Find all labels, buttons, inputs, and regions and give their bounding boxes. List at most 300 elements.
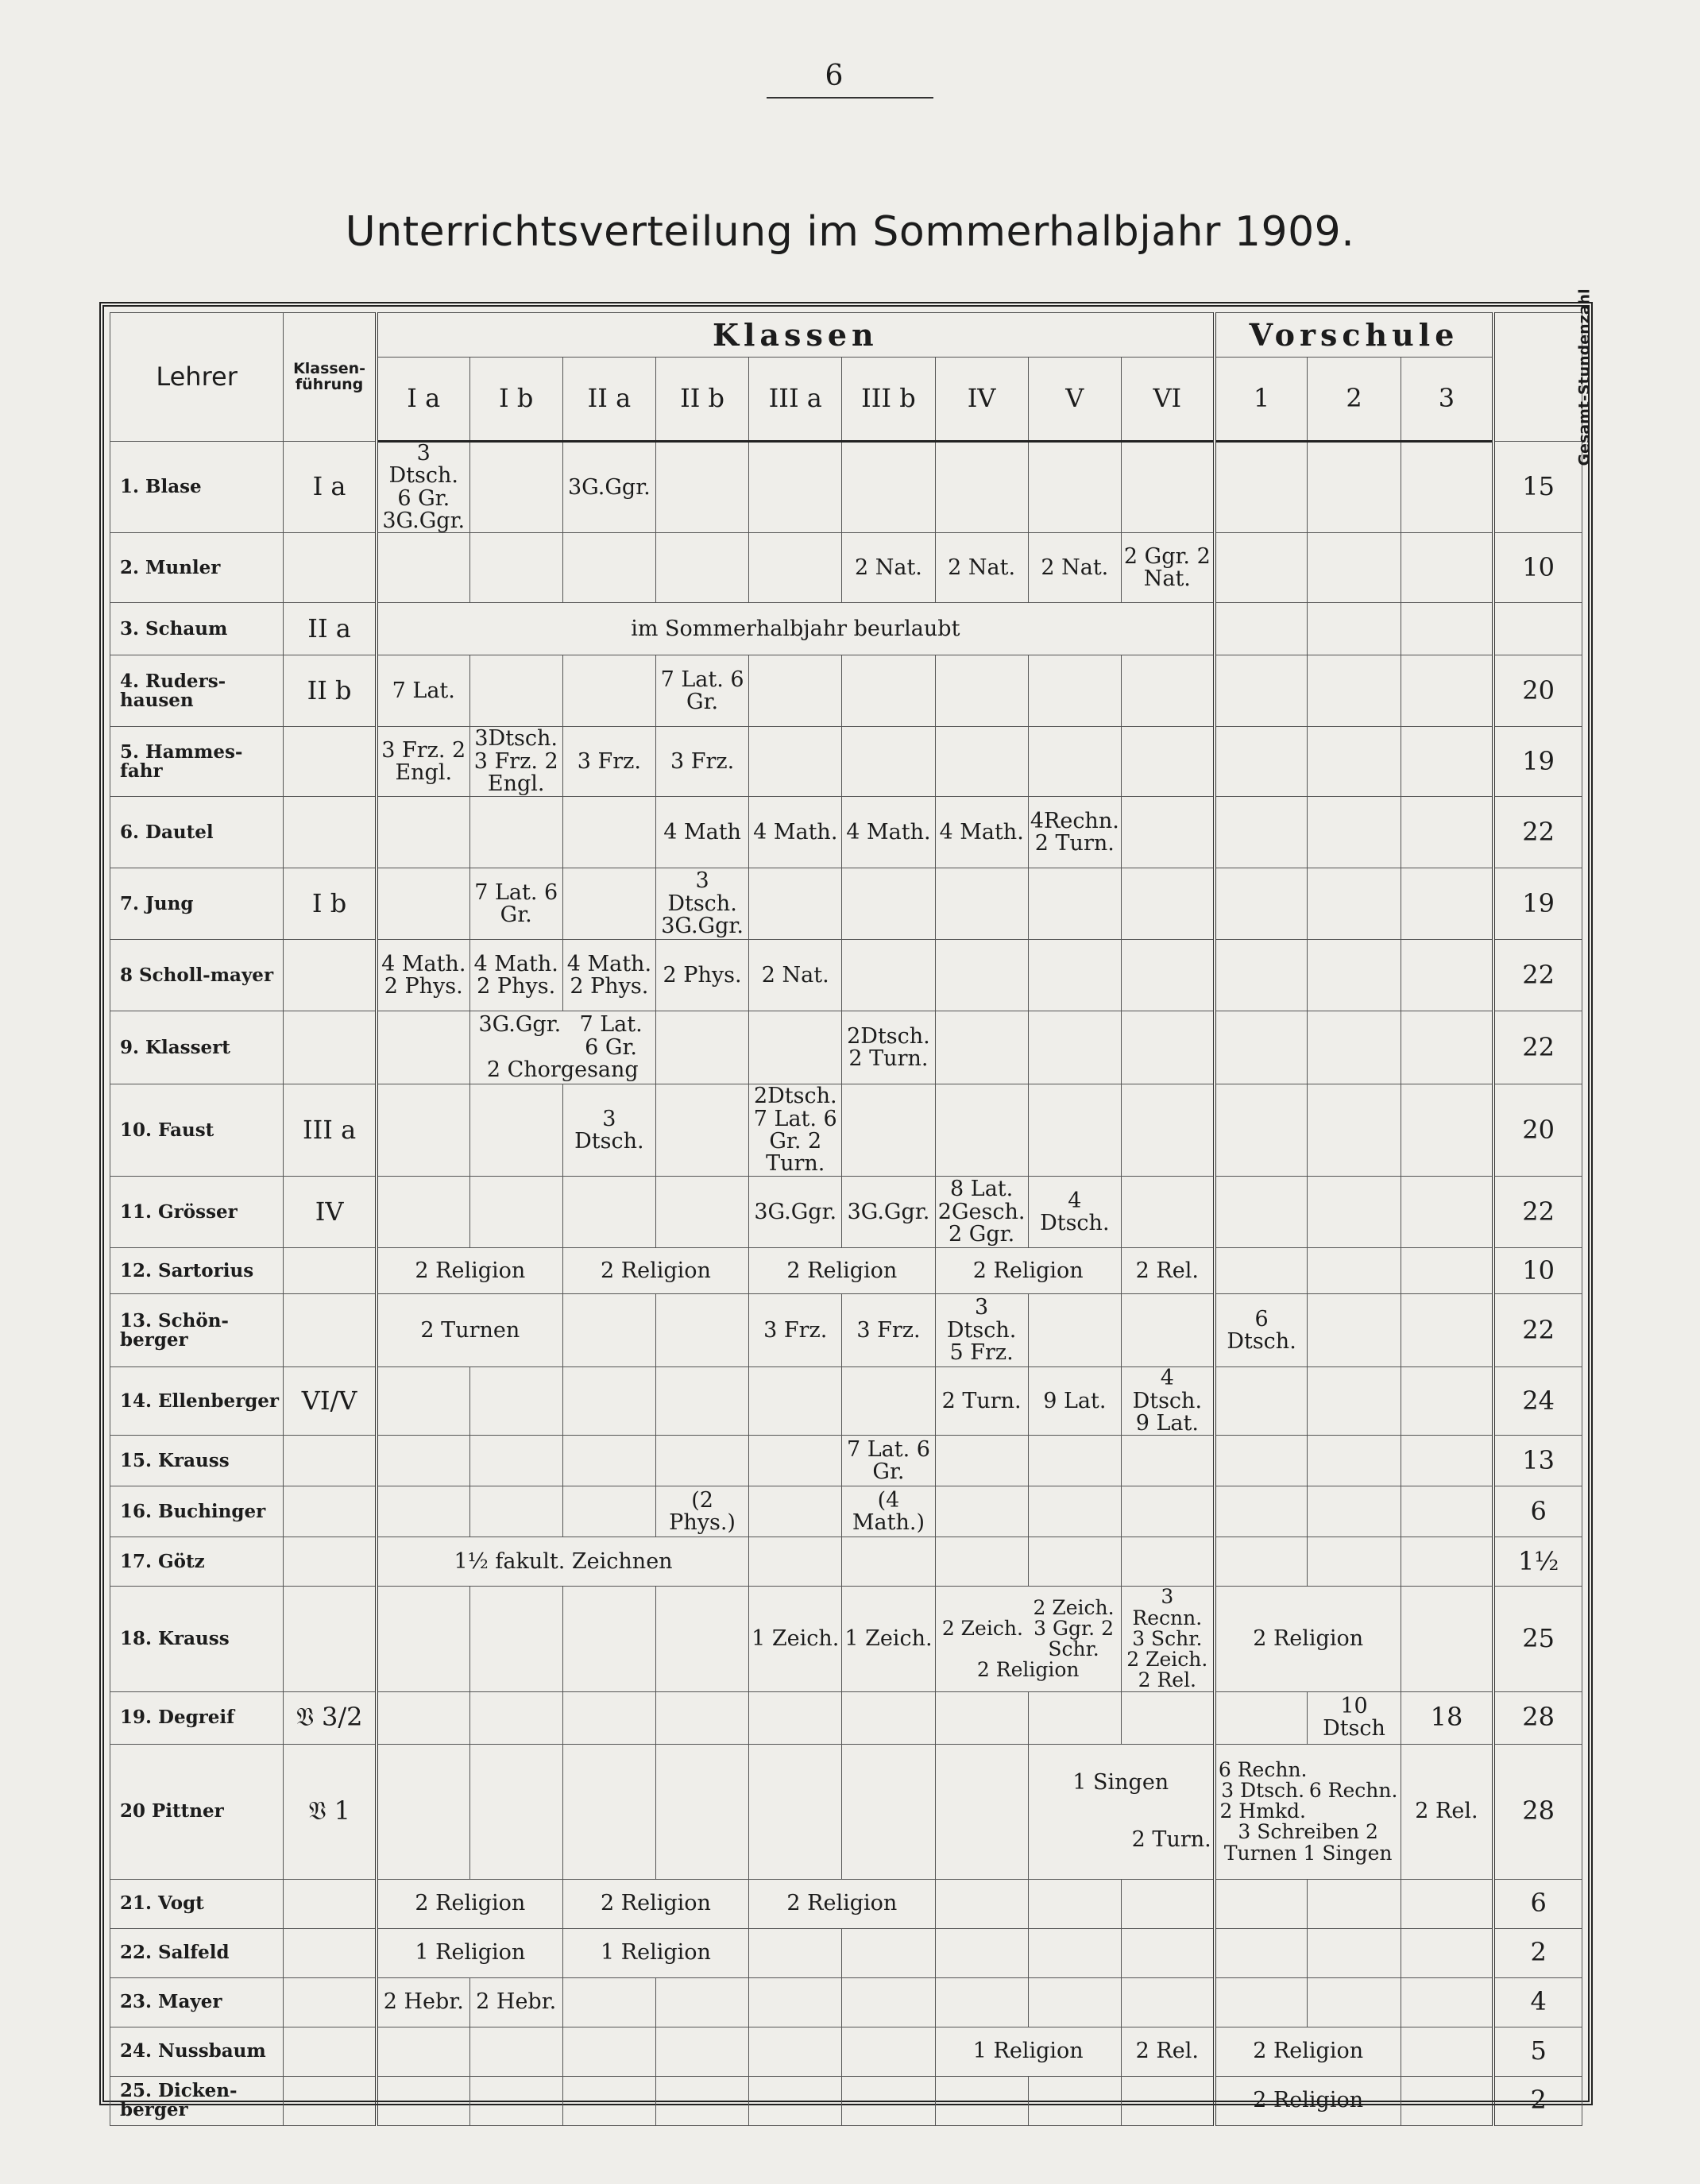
- cell: 3G.Ggr.: [562, 442, 655, 533]
- class-lead: IV: [284, 1177, 377, 1248]
- cell-span: 2 Religion: [749, 1879, 935, 1928]
- cell: [1401, 1486, 1493, 1537]
- class-lead: [284, 1587, 377, 1691]
- cell: 8 Lat. 2Gesch. 2 Ggr.: [935, 1177, 1028, 1248]
- cell: [1308, 797, 1401, 868]
- cell: [1401, 868, 1493, 940]
- cell: 1 Zeich.: [842, 1587, 935, 1691]
- cell-ib: 3G.Ggr.: [478, 1012, 562, 1038]
- cell: [935, 655, 1028, 727]
- cell: [655, 1977, 748, 2027]
- cell: [1401, 940, 1493, 1011]
- cell: [1401, 1879, 1493, 1928]
- cell: [655, 1011, 748, 1084]
- cell: [1401, 1084, 1493, 1177]
- cell: [1028, 1879, 1121, 1928]
- cell: [935, 1436, 1028, 1486]
- cell: 3Dtsch. 3 Frz. 2 Engl.: [469, 727, 562, 797]
- table-row: [110, 1084, 1582, 1177]
- cell: [1028, 1084, 1121, 1177]
- teacher-name: 8 Scholl-mayer: [110, 940, 284, 1011]
- teacher-name: 13. Schön-berger: [110, 1294, 284, 1367]
- cell: [1401, 1436, 1493, 1486]
- class-lead: I b: [284, 868, 377, 940]
- cell: [1028, 1486, 1121, 1537]
- cell: [1215, 603, 1308, 655]
- total-hours: 1½: [1493, 1537, 1582, 1587]
- total-hours: 28: [1493, 1691, 1582, 1744]
- cell: 4Rechn. 2 Turn.: [1028, 797, 1121, 868]
- total-hours: 28: [1493, 1744, 1582, 1879]
- cell: [562, 1177, 655, 1248]
- cell: (4 Math.): [842, 1486, 935, 1537]
- cell: [1121, 1879, 1214, 1928]
- cell: [377, 1744, 469, 1879]
- cell: [935, 868, 1028, 940]
- cell: [1308, 1294, 1401, 1367]
- cell: [1121, 1977, 1214, 2027]
- col-ia: I a: [377, 358, 469, 442]
- cell: [469, 1691, 562, 1744]
- class-lead: [284, 1436, 377, 1486]
- class-lead: [284, 940, 377, 1011]
- singen-note: 1 Singen: [1072, 1769, 1169, 1795]
- teacher-name: 19. Degreif: [110, 1691, 284, 1744]
- cell: 3 Frz.: [749, 1294, 842, 1367]
- cell: [842, 940, 935, 1011]
- teacher-name: 23. Mayer: [110, 1977, 284, 2027]
- cell: [377, 1367, 469, 1436]
- teacher-name: 9. Klassert: [110, 1011, 284, 1084]
- cell: [1308, 1436, 1401, 1486]
- cell: 4 Math. 2 Phys.: [562, 940, 655, 1011]
- cell: [562, 655, 655, 727]
- cell: 4 Math: [655, 797, 748, 868]
- cell: [1121, 1436, 1214, 1486]
- cell: 7 Lat. 6 Gr.: [655, 655, 748, 727]
- cell-iv-v: [935, 1587, 1121, 1691]
- table-row: [110, 1879, 1582, 1928]
- cell: [749, 1744, 842, 1879]
- cell-span: 2 Religion: [1215, 2076, 1401, 2125]
- cell: [655, 1587, 748, 1691]
- cell: [749, 1436, 842, 1486]
- table-row: [110, 655, 1582, 727]
- cell: [749, 442, 842, 533]
- cell: 4 Math.: [935, 797, 1028, 868]
- cell-span: 2 Religion: [935, 1248, 1121, 1294]
- cell: [842, 2027, 935, 2076]
- cell: [469, 2027, 562, 2076]
- cell: [935, 727, 1028, 797]
- cell: [1215, 1879, 1308, 1928]
- total-hours: 22: [1493, 797, 1582, 868]
- cell: [1308, 940, 1401, 1011]
- teacher-name: 10. Faust: [110, 1084, 284, 1177]
- cell-span: 2 Rel.: [1121, 1248, 1214, 1294]
- total-hours: 19: [1493, 868, 1582, 940]
- cell: [655, 1294, 748, 1367]
- cell: [1215, 533, 1308, 603]
- cell: [1215, 1367, 1308, 1436]
- cell: [562, 797, 655, 868]
- distribution-table: [110, 288, 1594, 2126]
- teacher-name: 3. Schaum: [110, 603, 284, 655]
- cell: [1121, 727, 1214, 797]
- cell: [469, 1744, 562, 1879]
- table-row: [110, 1177, 1582, 1248]
- cell: [842, 655, 935, 727]
- table-row: [110, 940, 1582, 1011]
- table-row: [110, 1436, 1582, 1486]
- cell: [1215, 655, 1308, 727]
- cell: [1028, 1977, 1121, 2027]
- cell: [469, 1486, 562, 1537]
- cell: [469, 2076, 562, 2125]
- cell: 3 Dtsch.: [562, 1084, 655, 1177]
- cell: 2 Turn.: [935, 1367, 1028, 1436]
- cell-iv: 2 Zeich.: [941, 1616, 1023, 1640]
- total-hours: 4: [1493, 1977, 1582, 2027]
- cell: [377, 1486, 469, 1537]
- cell: [1401, 1928, 1493, 1977]
- cell: [1215, 1691, 1308, 1744]
- cell: 3 Frz.: [655, 727, 748, 797]
- cell: 3 Dtsch. 3G.Ggr.: [655, 868, 748, 940]
- total-hours: 2: [1493, 2076, 1582, 2125]
- cell: [935, 1084, 1028, 1177]
- cell: [377, 1084, 469, 1177]
- cell: [469, 1587, 562, 1691]
- cell: 1 Zeich.: [749, 1587, 842, 1691]
- cell: [469, 1177, 562, 1248]
- cell: [1121, 1294, 1214, 1367]
- total-hours: 19: [1493, 727, 1582, 797]
- cell: [562, 1486, 655, 1537]
- cell: [1028, 1928, 1121, 1977]
- total-hours: 10: [1493, 533, 1582, 603]
- cell: (2 Phys.): [655, 1486, 748, 1537]
- cell: [842, 442, 935, 533]
- cell: [1308, 1177, 1401, 1248]
- cell: 4 Dtsch. 9 Lat.: [1121, 1367, 1214, 1436]
- cell: [1215, 1177, 1308, 1248]
- cell: [1215, 1248, 1308, 1294]
- total-hours: 22: [1493, 1177, 1582, 1248]
- header-vorschule: Vorschule: [1215, 313, 1494, 358]
- class-lead: I a: [284, 442, 377, 533]
- header-klassen: Klassen: [377, 313, 1215, 358]
- cell: [1121, 1486, 1214, 1537]
- total-hours: 10: [1493, 1248, 1582, 1294]
- cell-vorschule-2: 6 Rechn.: [1308, 1778, 1398, 1802]
- cell-span: 1½ fakult. Zeichnen: [377, 1537, 749, 1587]
- cell-span: 2 Religion: [377, 1879, 562, 1928]
- religion-note: 2 Religion: [976, 1658, 1080, 1682]
- cell: [1401, 1294, 1493, 1367]
- cell: [1308, 442, 1401, 533]
- cell: [1028, 442, 1121, 533]
- cell: 2 Rel.: [1401, 1744, 1493, 1879]
- cell-span: 1 Religion: [562, 1928, 748, 1977]
- cell: [935, 1879, 1028, 1928]
- cell: [655, 2076, 748, 2125]
- teacher-name: 25. Dicken-berger: [110, 2076, 284, 2125]
- cell: [1308, 727, 1401, 797]
- table-row: [110, 2027, 1582, 2076]
- cell: [1028, 1691, 1121, 1744]
- cell: 2 Hebr.: [469, 1977, 562, 2027]
- class-lead: [284, 1486, 377, 1537]
- table-row: [110, 533, 1582, 603]
- teacher-name: 7. Jung: [110, 868, 284, 940]
- cell: 4 Math.: [749, 797, 842, 868]
- cell: [1028, 655, 1121, 727]
- cell: [1215, 1977, 1308, 2027]
- turn-note: 2 Turn.: [1131, 1826, 1211, 1852]
- cell: [1308, 1084, 1401, 1177]
- cell: [1308, 1928, 1401, 1977]
- cell: [1121, 1084, 1214, 1177]
- cell: [1028, 1537, 1121, 1587]
- cell: [842, 868, 935, 940]
- total-hours: 22: [1493, 1011, 1582, 1084]
- cell: [1028, 940, 1121, 1011]
- cell: [655, 1436, 748, 1486]
- cell: [935, 1744, 1028, 1879]
- teacher-name: 1. Blase: [110, 442, 284, 533]
- cell: [469, 442, 562, 533]
- table-row: [110, 1248, 1582, 1294]
- cell: [1121, 1177, 1214, 1248]
- cell: [562, 533, 655, 603]
- total-hours: 15: [1493, 442, 1582, 533]
- col-ib: I b: [469, 358, 562, 442]
- leave-note: im Sommerhalbjahr beurlaubt: [377, 603, 1215, 655]
- table-row: [110, 1928, 1582, 1977]
- cell: [1028, 1294, 1121, 1367]
- cell: [1401, 1587, 1493, 1691]
- class-lead: [284, 727, 377, 797]
- cell: [562, 1977, 655, 2027]
- table-row: [110, 2076, 1582, 2125]
- cell: [469, 1367, 562, 1436]
- cell: [655, 1744, 748, 1879]
- cell: [655, 1691, 748, 1744]
- cell: [842, 727, 935, 797]
- class-lead: 𝔙 1: [284, 1744, 377, 1879]
- cell: [562, 1744, 655, 1879]
- cell: 2 Nat.: [1028, 533, 1121, 603]
- cell: 10 Dtsch: [1308, 1691, 1401, 1744]
- cell-span: 2 Religion: [562, 1248, 748, 1294]
- cell: [749, 655, 842, 727]
- cell: [1401, 2027, 1493, 2076]
- cell: 18: [1401, 1691, 1493, 1744]
- table-row: [110, 1691, 1582, 1744]
- cell: [1308, 1486, 1401, 1537]
- cell: [749, 1011, 842, 1084]
- teacher-name: 2. Munler: [110, 533, 284, 603]
- table-row: [110, 1537, 1582, 1587]
- page-number-rule: [767, 97, 933, 99]
- cell: [1401, 1011, 1493, 1084]
- class-lead: [284, 1011, 377, 1084]
- cell: [1308, 1879, 1401, 1928]
- teacher-name: 4. Ruders-hausen: [110, 655, 284, 727]
- total-hours: 6: [1493, 1486, 1582, 1537]
- cell: [749, 1367, 842, 1436]
- table-row: [110, 868, 1582, 940]
- header-klassenfuehrung: Klassen-führung: [284, 313, 377, 442]
- cell: [1401, 655, 1493, 727]
- col-iv: IV: [935, 358, 1028, 442]
- teacher-name: 18. Krauss: [110, 1587, 284, 1691]
- total-hours: 2: [1493, 1928, 1582, 1977]
- teacher-name: 24. Nussbaum: [110, 2027, 284, 2076]
- cell: [749, 2027, 842, 2076]
- class-lead: [284, 1537, 377, 1587]
- cell: [1215, 1084, 1308, 1177]
- page-title: Unterrichtsverteilung im Sommerhalbjahr 1909.: [345, 208, 1355, 256]
- cell: [377, 1011, 469, 1084]
- cell: [655, 2027, 748, 2076]
- teacher-name: 14. Ellenberger: [110, 1367, 284, 1436]
- teacher-name: 17. Götz: [110, 1537, 284, 1587]
- cell: [1215, 1011, 1308, 1084]
- col-vorschule-3: 3: [1401, 358, 1493, 442]
- cell: [842, 1367, 935, 1436]
- class-lead: [284, 1879, 377, 1928]
- cell: [562, 1587, 655, 1691]
- cell: [1028, 2076, 1121, 2125]
- table-row: [110, 1486, 1582, 1537]
- teacher-name: 5. Hammes-fahr: [110, 727, 284, 797]
- cell: [1028, 727, 1121, 797]
- cell: [469, 533, 562, 603]
- cell: [1028, 868, 1121, 940]
- cell: 4 Math.: [842, 797, 935, 868]
- cell: [1215, 797, 1308, 868]
- cell: [562, 868, 655, 940]
- class-lead: [284, 2027, 377, 2076]
- cell: 3 Frz. 2 Engl.: [377, 727, 469, 797]
- cell: [1401, 1248, 1493, 1294]
- total-hours: 22: [1493, 940, 1582, 1011]
- teacher-name: 15. Krauss: [110, 1436, 284, 1486]
- cell: [655, 442, 748, 533]
- cell: 6 Dtsch.: [1215, 1294, 1308, 1367]
- cell-span: 2 Religion: [1215, 1587, 1401, 1691]
- cell: [749, 727, 842, 797]
- cell: [377, 1587, 469, 1691]
- cell: [377, 2027, 469, 2076]
- class-lead: III a: [284, 1084, 377, 1177]
- cell: [1308, 868, 1401, 940]
- col-vorschule-1: 1: [1215, 358, 1308, 442]
- class-lead: 𝔙 3/2: [284, 1691, 377, 1744]
- class-lead: [284, 1294, 377, 1367]
- cell: [935, 1691, 1028, 1744]
- teacher-name: 11. Grösser: [110, 1177, 284, 1248]
- teacher-name: 6. Dautel: [110, 797, 284, 868]
- teacher-name: 21. Vogt: [110, 1879, 284, 1928]
- cell: [1308, 1011, 1401, 1084]
- cell: [749, 1977, 842, 2027]
- cell: 3 Recnn. 3 Schr. 2 Zeich. 2 Rel.: [1121, 1587, 1214, 1691]
- cell: 7 Lat.: [377, 655, 469, 727]
- cell-vorschule-1-2: [1215, 1744, 1401, 1879]
- cell-vorschule-1: 6 Rechn. 3 Dtsch. 2 Hmkd.: [1218, 1757, 1308, 1823]
- distribution-table-frame: [99, 288, 1594, 2121]
- cell: [1121, 2076, 1214, 2125]
- cell: [842, 1084, 935, 1177]
- cell: [655, 1367, 748, 1436]
- teacher-name: 20 Pittner: [110, 1744, 284, 1879]
- cell: [1121, 655, 1214, 727]
- cell: 4 Dtsch.: [1028, 1177, 1121, 1248]
- col-iiia: III a: [749, 358, 842, 442]
- cell: [842, 1537, 935, 1587]
- cell: [1401, 797, 1493, 868]
- cell: [749, 868, 842, 940]
- cell: [842, 1977, 935, 2027]
- cell: [935, 1977, 1028, 2027]
- cell: [1121, 797, 1214, 868]
- cell-v: 2 Zeich. 3 Ggr. 2 Schr.: [1033, 1595, 1115, 1661]
- cell: [1121, 868, 1214, 940]
- total-hours: 24: [1493, 1367, 1582, 1436]
- class-lead: [284, 1248, 377, 1294]
- class-lead: VI/V: [284, 1367, 377, 1436]
- cell: [749, 1691, 842, 1744]
- cell-v-vi: [1028, 1744, 1215, 1879]
- total-hours: 13: [1493, 1436, 1582, 1486]
- col-vi: VI: [1121, 358, 1214, 442]
- cell: [1215, 727, 1308, 797]
- total-hours: 5: [1493, 2027, 1582, 2076]
- cell: [749, 533, 842, 603]
- cell: [562, 2076, 655, 2125]
- cell: [655, 1084, 748, 1177]
- cell: [842, 2076, 935, 2125]
- cell: [842, 1744, 935, 1879]
- cell: [1215, 868, 1308, 940]
- table-row: [110, 1977, 1582, 2027]
- cell: [1308, 603, 1401, 655]
- cell: [377, 2076, 469, 2125]
- cell: [1121, 1691, 1214, 1744]
- cell-chorgesang: [469, 1011, 655, 1084]
- cell: [842, 1691, 935, 1744]
- class-lead: [284, 533, 377, 603]
- vorschule-note: 3 Schreiben 2 Turnen 1 Singen: [1223, 1820, 1393, 1865]
- cell: 2Dtsch. 2 Turn.: [842, 1011, 935, 1084]
- cell: [377, 1177, 469, 1248]
- cell: [1121, 940, 1214, 1011]
- col-iia: II a: [562, 358, 655, 442]
- cell: [469, 1084, 562, 1177]
- cell: 3 Dtsch. 6 Gr. 3G.Ggr.: [377, 442, 469, 533]
- cell: [562, 1436, 655, 1486]
- teacher-name: 16. Buchinger: [110, 1486, 284, 1537]
- class-lead: [284, 797, 377, 868]
- cell: [1028, 1436, 1121, 1486]
- total-hours: 20: [1493, 655, 1582, 727]
- cell: 2 Ggr. 2 Nat.: [1121, 533, 1214, 603]
- cell: [655, 1177, 748, 1248]
- cell: [469, 797, 562, 868]
